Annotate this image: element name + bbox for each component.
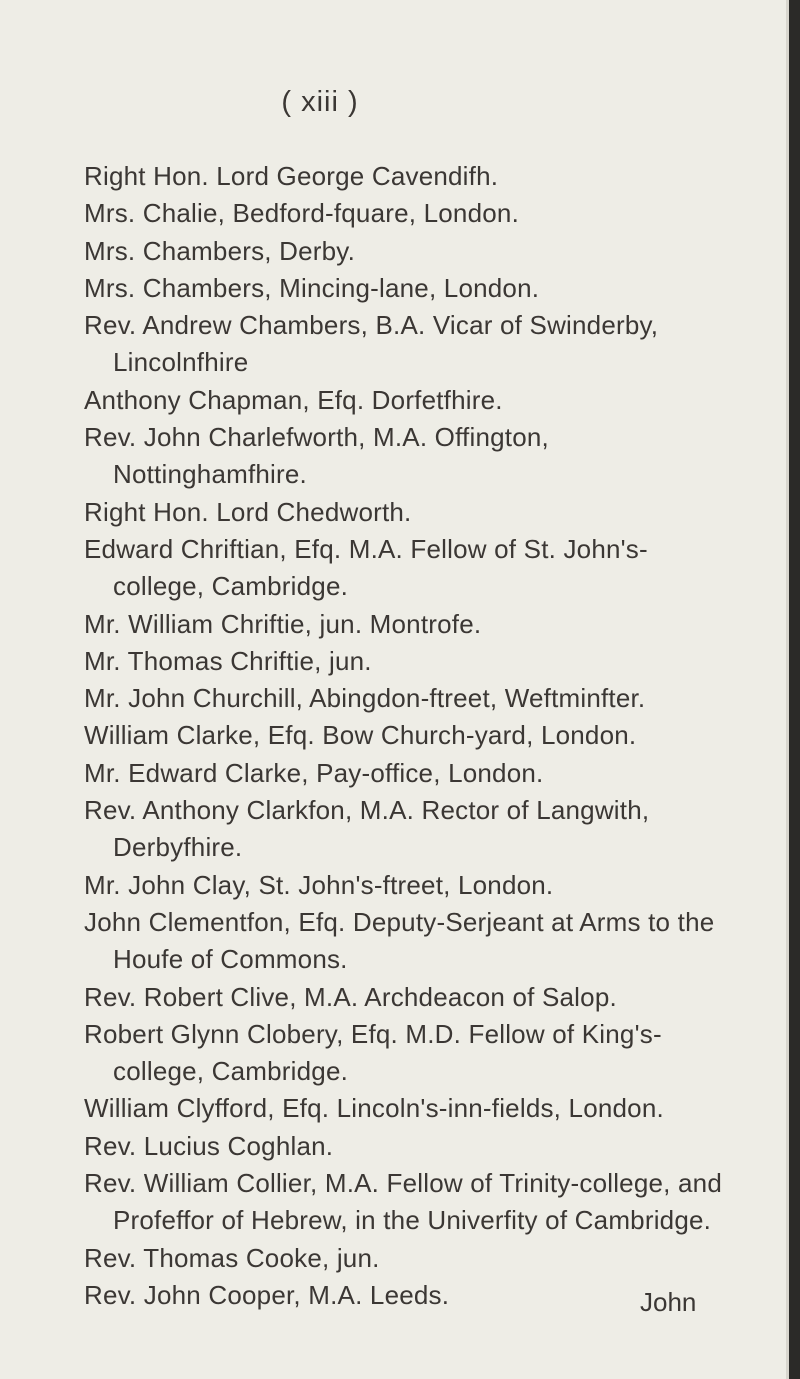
subscriber-entry: Mr. John Churchill, Abingdon-ftreet, Weftminfter. [84,683,646,714]
subscriber-entry: Edward Chriftian, Efq. M.A. Fellow of St. John's-college, Cambridge. [84,533,648,602]
subscriber-entry: Rev. William Collier, M.A. Fellow of Trinity-college, and Profeffor of Hebrew, in the Univerfity of Cambridge. [84,1168,722,1236]
subscriber-entry: Anthony Chapman, Efq. Dorfetfhire. [84,384,503,415]
subscriber-entry: Mr. John Clay, St. John's-ftreet, London. [84,869,554,900]
subscriber-entry: Mrs. Chalie, Bedford-fquare, London. [84,198,519,229]
subscriber-entry: Rev. John Charlefworth, M.A. Offington, Nottinghamfhire. [84,422,549,490]
subscriber-entry: Mr. Edward Clarke, Pay-office, London. [84,757,544,788]
subscriber-entry: Mr. William Chriftie, jun. Montrofe. [84,608,482,639]
subscriber-entry: Rev. Lucius Coghlan. [84,1130,334,1161]
subscriber-entry: William Clyfford, Efq. Lincoln's-inn-fields, London. [84,1093,664,1124]
subscriber-entry: Mr. Thomas Chriftie, jun. [84,645,372,676]
subscriber-entry: Rev. Robert Clive, M.A. Archdeacon of Salop. [84,981,617,1012]
subscriber-entry: Robert Glynn Clobery, Efq. M.D. Fellow of King's-college, Cambridge. [84,1018,662,1087]
subscriber-entry: John Clementfon, Efq. Deputy-Serjeant at Arms to the Houfe of Commons. [84,906,715,975]
subscriber-entry: William Clarke, Efq. Bow Church-yard, London. [84,720,637,751]
subscriber-entry: Right Hon. Lord George Cavendifh. [84,161,499,191]
subscriber-list [84,158,724,1314]
subscriber-entry: Rev. John Cooper, M.A. Leeds. [84,1279,450,1310]
subscriber-entry: Rev. Anthony Clarkfon, M.A. Rector of Langwith, Derbyfhire. [84,795,650,863]
subscriber-entry: Right Hon. Lord Chedworth. [84,496,412,527]
subscriber-entry: Rev. Andrew Chambers, B.A. Vicar of Swinderby, Lincolnfhire [84,310,659,378]
subscriber-entry: Rev. Thomas Cooke, jun. [84,1242,380,1273]
page-number: ( xiii ) [281,86,359,118]
subscriber-entry: Mrs. Chambers, Mincing-lane, London. [84,272,540,303]
page-edge [789,0,800,1379]
subscriber-entry: Mrs. Chambers, Derby. [84,235,355,266]
catchword: John [640,1287,697,1317]
